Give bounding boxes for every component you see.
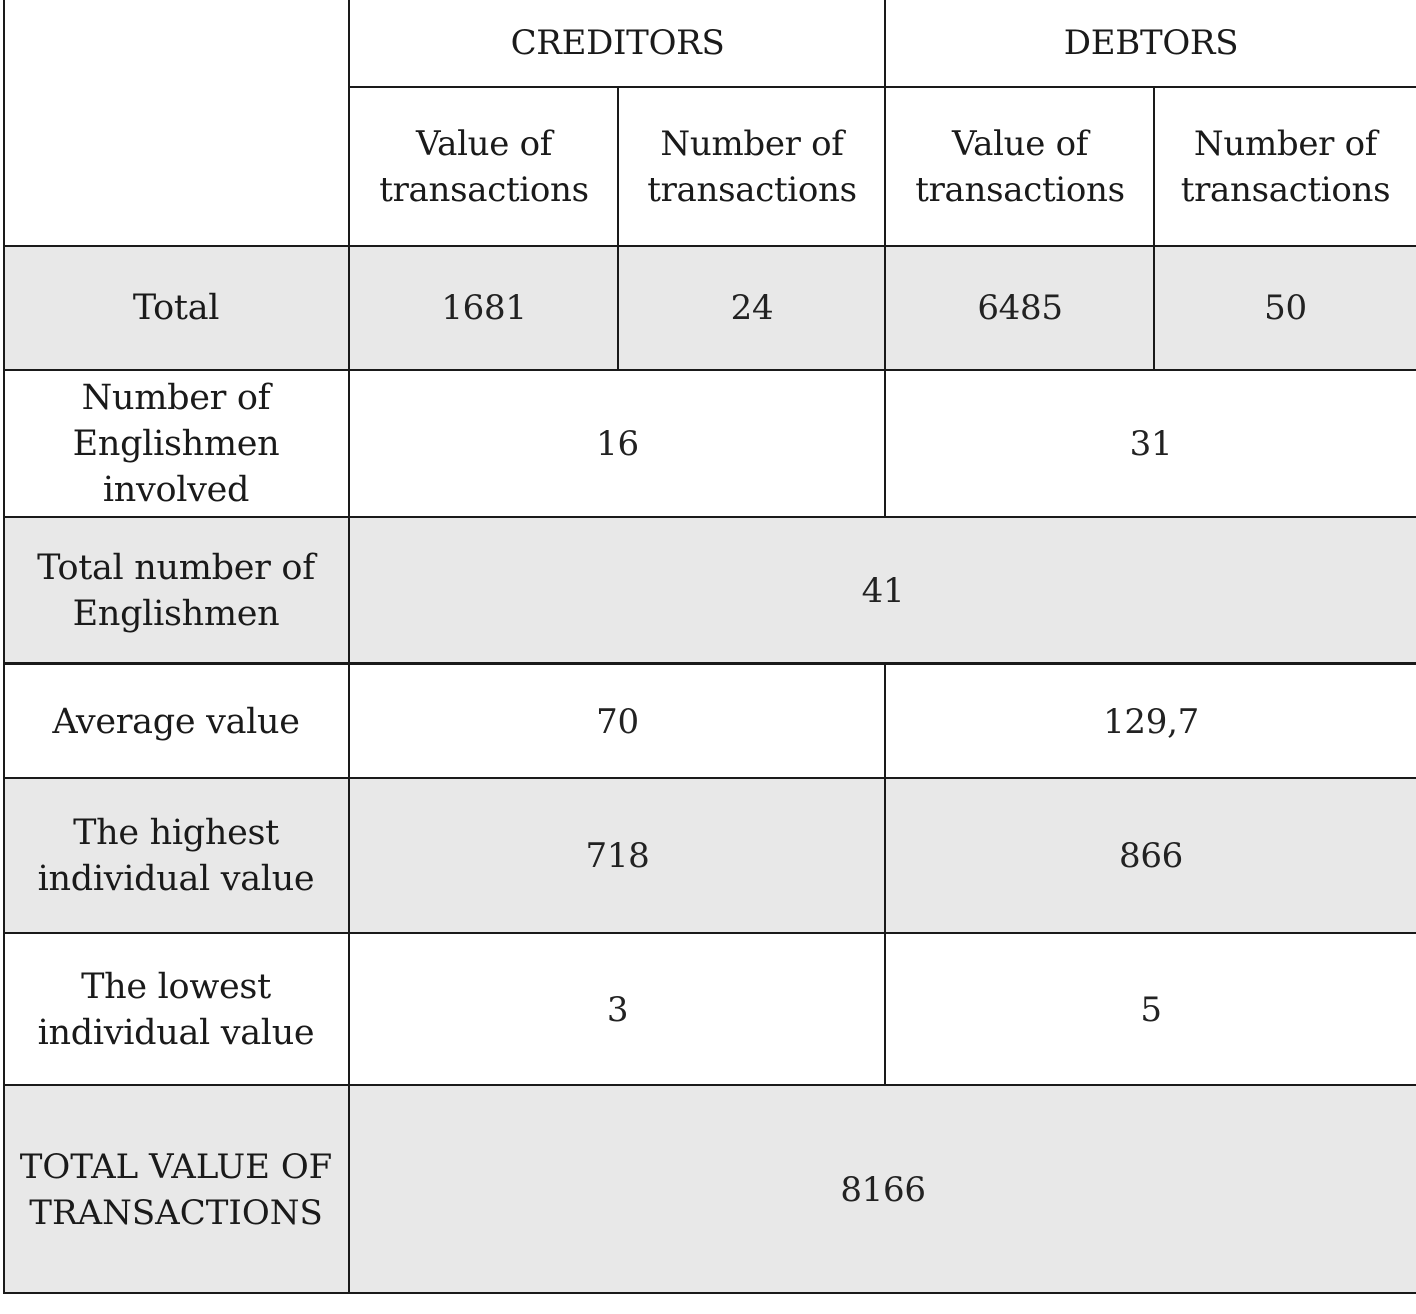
lowest-value-creditors: 3 [606,989,629,1030]
total-creditors-number: 24 [730,287,774,328]
grid-line-header-group [349,86,1416,88]
grid-line-header-bottom [3,245,1416,247]
row-lowest-value-label: The lowest individual value [37,966,315,1053]
grid-line-row-involved [3,516,1416,518]
average-value-creditors: 70 [596,701,639,742]
grid-line-row-lowest [3,1084,1416,1086]
grid-line-label-divider [348,0,350,1294]
lowest-value-debtors: 5 [1140,989,1162,1030]
englishmen-involved-debtors: 31 [1129,423,1173,464]
highest-value-debtors: 866 [1119,836,1183,876]
header-debtors-number: Number of transactions [1180,124,1391,210]
header-creditors-number: Number of transactions [647,124,857,210]
grid-line-row-total [3,369,1416,371]
header-debtors: DEBTORS [1063,23,1239,63]
grid-line-sub-divider-debtors [1153,87,1155,370]
grid-line-row-average [3,777,1416,779]
grid-line-row-highest [3,932,1416,934]
total-creditors-value: 1681 [441,287,527,328]
row-total-label: Total [132,287,220,328]
grid-line-left [3,0,5,1294]
header-creditors: CREDITORS [510,23,725,63]
row-highest-value-label: The highest individual value [37,813,315,899]
total-value-amount: 8166 [840,1169,926,1210]
grid-line-group-divider-mid [884,664,886,1085]
englishmen-involved-creditors: 16 [596,423,639,464]
total-debtors-number: 50 [1264,287,1307,328]
header-debtors-value: Value of transactions [915,124,1125,210]
average-value-debtors: 129,7 [1103,701,1199,742]
total-debtors-value: 6485 [977,287,1063,328]
row-englishmen-involved-label: Number of Englishmen involved [72,377,280,510]
grid-line-row-total-englishmen [3,662,1416,665]
grid-line-sub-divider-creditors [617,87,619,370]
row-total-englishmen-label: Total number of Englishmen [37,547,315,634]
header-creditors-value: Value of transactions [379,124,589,210]
grid-line-group-divider-top [884,0,886,518]
row-average-value-label: Average value [52,701,300,742]
grid-line-bottom [3,1292,1416,1294]
highest-value-creditors: 718 [585,836,650,876]
row-total-value-label: TOTAL VALUE OF TRANSACTIONS [19,1146,333,1233]
total-englishmen-value: 41 [861,570,905,611]
